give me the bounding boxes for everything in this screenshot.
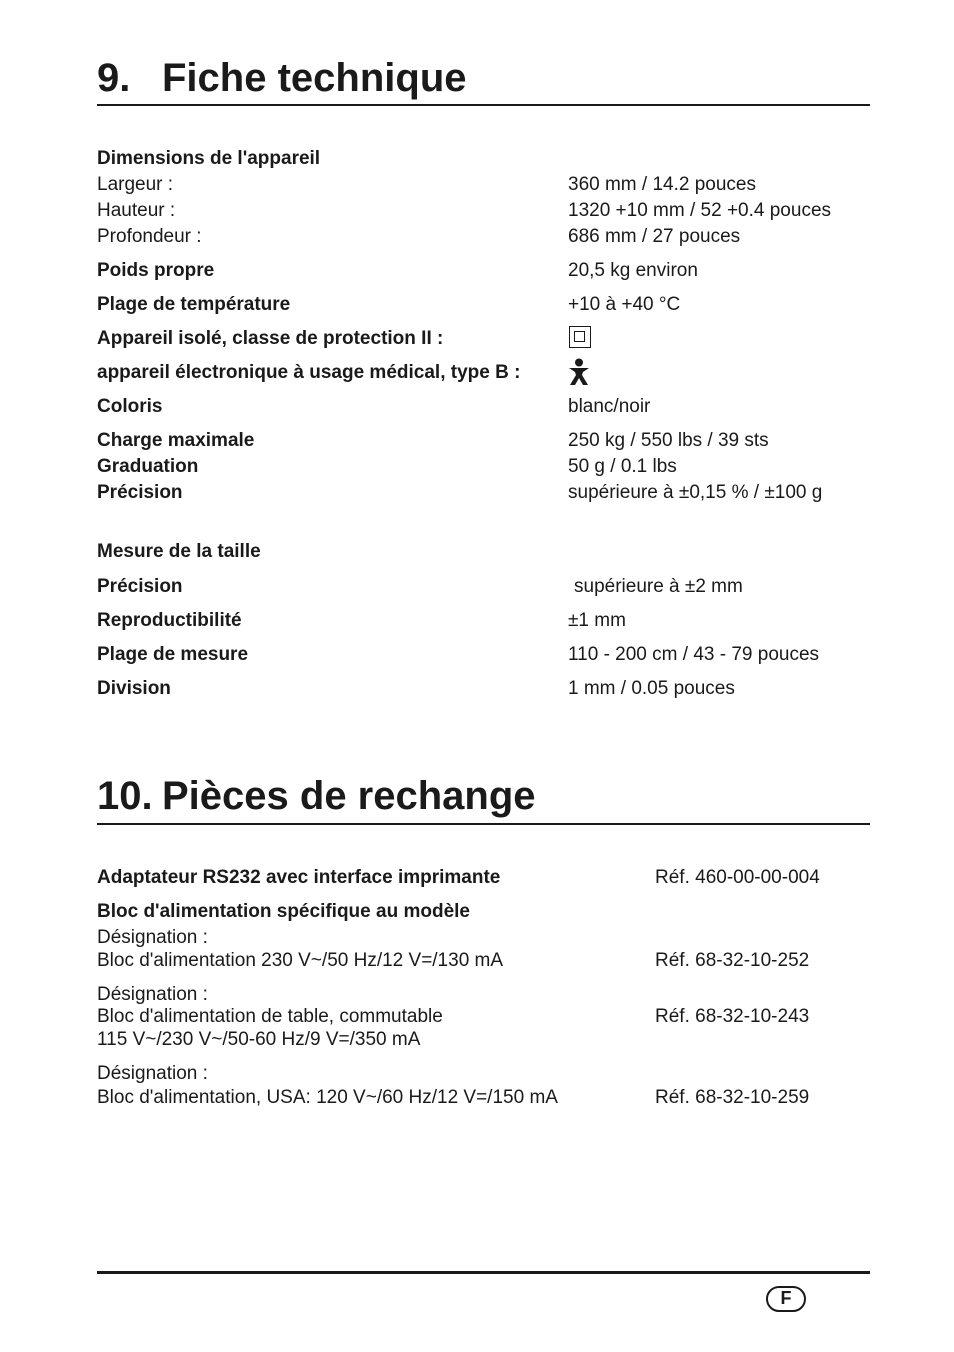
- item3-description: Bloc d'alimentation, USA: 120 V~/60 Hz/12 V=/150 mA: [97, 1087, 558, 1108]
- class-ii-double-square-icon: [569, 326, 591, 348]
- width-value: 360 mm / 14.2 pouces: [568, 174, 756, 195]
- hm-precision-label: Précision: [97, 576, 183, 597]
- color-value: blanc/noir: [568, 396, 651, 417]
- max-load-value: 250 kg / 550 lbs / 39 sts: [568, 430, 769, 451]
- adapter-label: Adaptateur RS232 avec interface imprimante: [97, 867, 501, 888]
- hm-precision-value: supérieure à ±2 mm: [574, 576, 743, 597]
- width-label: Largeur :: [97, 174, 174, 195]
- division-value: 1 mm / 0.05 pouces: [568, 678, 735, 699]
- section10-title: Pièces de rechange: [162, 774, 536, 818]
- section9-rule: [97, 104, 870, 106]
- psu-heading: Bloc d'alimentation spécifique au modèle: [97, 901, 470, 922]
- item2-description-line1: Bloc d'alimentation de table, commutable: [97, 1006, 443, 1027]
- temperature-value: +10 à +40 °C: [568, 294, 681, 315]
- weight-label: Poids propre: [97, 260, 215, 281]
- height-value: 1320 +10 mm / 52 +0.4 pouces: [568, 200, 832, 221]
- measure-range-value: 110 - 200 cm / 43 - 79 pouces: [568, 644, 820, 665]
- max-load-label: Charge maximale: [97, 430, 255, 451]
- division-label: Division: [97, 678, 171, 699]
- precision-value: supérieure à ±0,15 % / ±100 g: [568, 482, 823, 503]
- item3-designation: Désignation :: [97, 1063, 208, 1084]
- type-b-person-icon: [567, 358, 591, 386]
- temperature-label: Plage de température: [97, 294, 291, 315]
- footer-rule: [97, 1271, 870, 1274]
- section10-rule: [97, 823, 870, 825]
- reproducibility-value: ±1 mm: [568, 610, 626, 631]
- depth-value: 686 mm / 27 pouces: [568, 226, 741, 247]
- weight-value: 20,5 kg environ: [568, 260, 698, 281]
- section9-title: Fiche technique: [162, 56, 467, 100]
- section10-number: 10.: [97, 774, 153, 818]
- height-measure-heading: Mesure de la taille: [97, 541, 261, 562]
- height-label: Hauteur :: [97, 200, 176, 221]
- precision-label: Précision: [97, 482, 183, 503]
- language-badge: F: [766, 1286, 806, 1312]
- item2-ref: Réf. 68-32-10-243: [655, 1006, 810, 1027]
- insulated-label: Appareil isolé, classe de protection II :: [97, 328, 444, 349]
- medical-type-b-label: appareil électronique à usage médical, type B :: [97, 362, 521, 383]
- item2-designation: Désignation :: [97, 984, 208, 1005]
- item1-description: Bloc d'alimentation 230 V~/50 Hz/12 V=/130 mA: [97, 950, 504, 971]
- depth-label: Profondeur :: [97, 226, 202, 247]
- measure-range-label: Plage de mesure: [97, 644, 249, 665]
- item3-ref: Réf. 68-32-10-259: [655, 1087, 810, 1108]
- graduation-label: Graduation: [97, 456, 199, 477]
- graduation-value: 50 g / 0.1 lbs: [568, 456, 677, 477]
- adapter-ref: Réf. 460-00-00-004: [655, 867, 820, 888]
- reproducibility-label: Reproductibilité: [97, 610, 242, 631]
- item1-designation: Désignation :: [97, 927, 208, 948]
- item1-ref: Réf. 68-32-10-252: [655, 950, 810, 971]
- color-label: Coloris: [97, 396, 163, 417]
- section9-number: 9.: [97, 56, 131, 100]
- dimensions-heading: Dimensions de l'appareil: [97, 148, 321, 169]
- item2-description-line2: 115 V~/230 V~/50-60 Hz/9 V=/350 mA: [97, 1029, 421, 1050]
